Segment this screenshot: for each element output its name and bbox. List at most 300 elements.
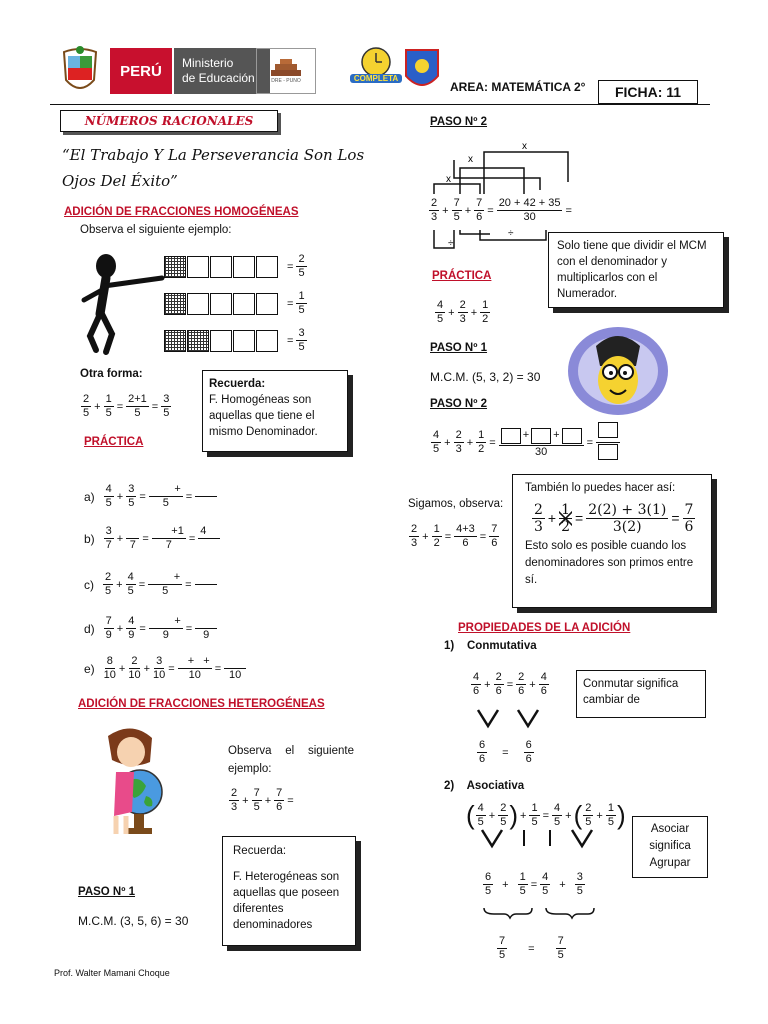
denominator: 6	[491, 537, 498, 549]
operator: +	[553, 429, 560, 441]
operator: +	[522, 429, 530, 441]
denominator: 5	[105, 585, 112, 597]
operator: =	[487, 204, 494, 217]
denominator: 10	[103, 669, 116, 681]
operator: =	[444, 530, 452, 543]
operator: +	[143, 662, 151, 675]
operator: =	[528, 942, 535, 955]
exercise-a	[84, 484, 218, 509]
fraction	[483, 872, 493, 897]
numerator: 4	[105, 483, 112, 495]
x-label-3: x	[522, 141, 527, 152]
blank-box[interactable]	[562, 428, 582, 444]
denominator: 5	[557, 949, 564, 961]
empty-cell	[256, 330, 278, 352]
practica-heading-left: PRÁCTICA	[84, 436, 144, 448]
denominator: 5	[105, 497, 112, 509]
operator: =	[214, 662, 222, 675]
fraction	[229, 788, 239, 813]
operator: +	[116, 622, 124, 635]
numerator: 2	[500, 802, 507, 814]
header	[50, 42, 710, 102]
numerator: 2(2) + 3(1)	[588, 502, 667, 518]
denominator: 3(2)	[612, 519, 642, 535]
fraction	[431, 430, 441, 455]
bar-fraction	[296, 291, 306, 316]
fraction	[153, 656, 165, 681]
numerator: 7	[499, 935, 506, 947]
empty-cell	[256, 256, 278, 278]
operator: =	[188, 532, 196, 545]
numerator: + +	[178, 656, 212, 669]
quote: “El Trabajo Y La Perseverancia Son Los Ojos Del Éxito”	[62, 146, 365, 190]
fraction	[606, 803, 616, 828]
answer-boxes-fraction	[596, 422, 620, 463]
footer: Prof. Walter Mamani Choque	[54, 968, 170, 978]
denominator: 9	[105, 629, 112, 641]
conmutativa-label: 1) Conmutativa	[444, 640, 537, 652]
operator: +	[596, 809, 603, 822]
fraction	[458, 300, 468, 325]
cartoon-face-glasses	[566, 326, 670, 416]
sigamos-text: Sigamos, observa:	[408, 498, 504, 510]
denominator: 5	[485, 885, 492, 897]
denominator: 9	[203, 629, 210, 641]
exercise-e	[84, 656, 247, 681]
denominator: 5	[453, 211, 460, 223]
fraction	[471, 672, 481, 697]
fraction	[516, 672, 526, 697]
fraction	[126, 526, 139, 551]
conmutativa-arrows	[474, 708, 546, 730]
operator: =	[139, 622, 146, 635]
header-divider	[50, 104, 710, 105]
operator: +	[448, 306, 455, 319]
numerator: 7	[253, 787, 260, 799]
shaded-cell	[164, 330, 186, 352]
blank-boxes-fraction	[499, 428, 584, 458]
fraction	[126, 616, 136, 641]
observa-text: Observa el siguiente ejemplo:	[80, 224, 232, 236]
denominator: 6	[495, 685, 502, 697]
fraction	[489, 524, 499, 549]
tambien-expression	[531, 503, 699, 534]
numerator: 7	[491, 523, 498, 535]
denominator: 5	[298, 267, 305, 279]
paso2-heading: PASO Nº 2	[430, 116, 488, 128]
fraction	[586, 503, 668, 534]
operator: =	[542, 809, 550, 822]
fraction	[583, 803, 593, 828]
blank-box[interactable]	[501, 428, 521, 444]
operator: +	[502, 878, 509, 891]
peru-logo: PERÚ	[110, 48, 172, 94]
bar-fraction	[296, 254, 306, 279]
recuerda-homogeneas-box: Recuerda: F. Homogéneas son aquellas que tiene el mismo Denominador.	[202, 370, 348, 452]
denominator: 5	[477, 816, 484, 828]
denominator: 9	[162, 629, 169, 641]
sigamos-expression	[408, 524, 500, 549]
numerator	[195, 572, 217, 585]
fraction	[252, 788, 262, 813]
numerator: 2	[455, 429, 462, 441]
fraction	[540, 872, 550, 897]
parenthesis: (	[466, 800, 475, 830]
operator: +	[520, 809, 527, 822]
operator: =	[287, 260, 294, 273]
numerator	[224, 656, 246, 669]
exercise-b	[84, 526, 221, 551]
denominator	[202, 497, 211, 509]
operator: =	[479, 530, 487, 543]
observa2-text: Observa el siguiente ejemplo:	[228, 745, 354, 775]
empty-cell	[210, 256, 232, 278]
numerator: 4	[554, 802, 561, 814]
answer-fraction	[195, 572, 217, 597]
fraction-bar	[164, 328, 308, 353]
operator: =	[530, 878, 538, 891]
numerator: 1	[607, 802, 614, 814]
denominator: 5	[519, 885, 526, 897]
empty-cell	[256, 293, 278, 315]
denominator: 10	[128, 669, 141, 681]
blank-box[interactable]	[598, 444, 618, 460]
denominator: 5	[531, 816, 538, 828]
denominator: 5	[576, 885, 583, 897]
denominator: 2	[433, 537, 440, 549]
denominator: 5	[162, 585, 169, 597]
empty-cell	[233, 330, 255, 352]
answer-fraction	[195, 484, 217, 509]
fraction	[435, 300, 445, 325]
fraction	[429, 198, 439, 223]
denominator: 30	[523, 211, 536, 223]
peru-shield-logo	[58, 46, 102, 98]
numerator: 7	[684, 502, 694, 518]
denominator: 5	[500, 816, 507, 828]
building-icon	[269, 58, 303, 78]
denominator: 5	[585, 816, 592, 828]
conmutativa-expression	[470, 672, 550, 697]
operator: +	[116, 490, 124, 503]
fraction	[274, 788, 284, 813]
denominator: 3	[534, 519, 543, 535]
numerator: 6	[479, 739, 486, 751]
div-label-1: ÷	[448, 238, 454, 249]
numerator: 3	[156, 655, 163, 667]
fraction	[454, 524, 477, 549]
denominator: 5	[253, 801, 260, 813]
denominator: 6	[684, 519, 694, 535]
numerator: 20 + 42 + 35	[498, 197, 561, 209]
blank-fraction	[148, 572, 182, 597]
empty-cell	[210, 293, 232, 315]
empty-cell	[187, 256, 209, 278]
fraction-bar	[164, 291, 308, 316]
mcm1-text: M.C.M. (3, 5, 6) = 30	[78, 914, 189, 928]
answer-fraction	[195, 616, 217, 641]
operator: +	[264, 794, 272, 807]
exercise-label: d)	[84, 621, 95, 636]
title-box: NÚMEROS RACIONALES	[60, 110, 278, 132]
numerator: 2	[495, 671, 502, 683]
fraction	[454, 430, 464, 455]
denominator: 6	[476, 211, 483, 223]
operator: =	[506, 678, 514, 691]
fraction-bar	[164, 254, 308, 279]
operator: =	[287, 297, 294, 310]
numerator: 2	[585, 802, 592, 814]
heter-example-expression	[228, 788, 296, 813]
operator: =	[287, 794, 294, 807]
operator: +	[488, 809, 496, 822]
numerator: 3	[128, 483, 135, 495]
denominator: 3	[459, 313, 466, 325]
denominator	[205, 539, 214, 551]
fraction	[432, 524, 442, 549]
numerator: +1	[152, 526, 186, 539]
operator: =	[287, 334, 294, 347]
operator: =	[575, 510, 584, 526]
fraction	[498, 803, 508, 828]
area-label: AREA: MATEMÁTICA 2°	[450, 80, 586, 94]
fraction	[494, 672, 504, 697]
fraction	[126, 484, 136, 509]
operator: =	[168, 662, 175, 675]
denominator: 3	[455, 443, 462, 455]
operator: =	[142, 532, 149, 545]
denominator: 7	[165, 539, 172, 551]
fraction	[474, 198, 484, 223]
blank-fraction	[152, 526, 186, 551]
fraction	[575, 872, 585, 897]
operator: =	[185, 490, 193, 503]
numerator: 7	[476, 197, 483, 209]
fraction	[476, 430, 486, 455]
numerator: 4	[477, 802, 484, 814]
operator: +	[242, 794, 249, 807]
asociativa-arrows	[476, 828, 612, 850]
numerator: 6	[525, 739, 532, 751]
denominator: 6	[518, 685, 525, 697]
numerator: 2	[231, 787, 238, 799]
denominator: 5	[128, 497, 135, 509]
denominator: 5	[437, 313, 444, 325]
denominator: 10	[153, 669, 166, 681]
practica-expression	[434, 300, 491, 325]
fraction	[103, 572, 113, 597]
parenthesis: (	[573, 800, 583, 830]
numerator: 1	[482, 299, 489, 311]
numerator: 4	[473, 671, 480, 683]
fraction	[539, 672, 549, 697]
operator: +	[464, 204, 472, 217]
denominator: 2	[561, 519, 571, 535]
empty-cell	[233, 293, 255, 315]
denominator: 5	[127, 585, 134, 597]
denominator: 10	[229, 669, 242, 681]
numerator: 2	[298, 253, 305, 265]
blank-fraction	[178, 656, 212, 681]
denominator: 5	[554, 816, 561, 828]
numerator: 1	[478, 429, 485, 441]
numerator: +	[148, 572, 182, 585]
operator: +	[470, 306, 478, 319]
exercise-label: e)	[84, 661, 95, 676]
paso2-expression	[428, 198, 574, 223]
solo-tiene-box: Solo tiene que dividir el MCM con el denominador y multiplicarlos con el Numerador.	[548, 232, 724, 308]
tambien-box: También lo puedes hacer así: $\frac{2}{3}$ + $\frac{1}{2}$ = $\frac{2(2) + 3(1)}{3(2)}$ = $\frac{7}{6}$ Esto solo es posible cuando los denominadores son primos entre sí.	[512, 474, 712, 608]
denominator: 5	[162, 497, 169, 509]
asociativa-step2	[482, 872, 586, 897]
fraction	[104, 484, 114, 509]
operator: +	[547, 510, 557, 526]
numerator: 4	[540, 671, 547, 683]
numerator: 8	[106, 655, 113, 667]
operator: =	[138, 578, 146, 591]
jornada-completa-logo: COMPLETA	[350, 44, 402, 96]
x-label-1: x	[446, 174, 451, 185]
exercise-d	[84, 616, 218, 641]
denominator: 6	[473, 685, 480, 697]
blank-fraction	[149, 616, 183, 641]
denominator: 5	[607, 816, 614, 828]
numerator: 4	[198, 526, 220, 539]
exercise-label: a)	[84, 489, 95, 504]
numerator: 4	[128, 615, 135, 627]
numerator	[126, 526, 139, 539]
numerator: 1	[298, 290, 305, 302]
operator: +	[444, 436, 451, 449]
operator: +	[442, 204, 449, 217]
shaded-cell	[187, 330, 209, 352]
denominator: 3	[411, 537, 418, 549]
numerator: 6	[485, 871, 492, 883]
operator: =	[671, 510, 680, 526]
numerator: +	[149, 616, 183, 629]
operator: +	[484, 678, 491, 691]
asociativa-expression	[466, 800, 626, 831]
parenthesis: )	[509, 800, 519, 830]
numerator	[195, 616, 217, 629]
denominator: 10	[188, 669, 201, 681]
numerator: 2	[518, 671, 525, 683]
numerator: 2	[534, 502, 543, 518]
operator: +	[422, 530, 429, 543]
numerator: 2	[411, 523, 418, 535]
div-label-2: ÷	[508, 228, 514, 239]
fraction	[497, 198, 563, 223]
denominator: 5	[298, 341, 305, 353]
numerator: 7	[557, 935, 564, 947]
conmutar-box: Conmutar significa cambiar de	[576, 670, 706, 718]
fraction	[556, 936, 566, 961]
numerator: 3	[576, 871, 583, 883]
mcm2-text: M.C.M. (5, 3, 2) = 30	[430, 370, 541, 384]
denominator: 5	[542, 885, 549, 897]
numerator: 2	[131, 655, 138, 667]
empty-cell	[233, 256, 255, 278]
heter-heading: ADICIÓN DE FRACCIONES HETEROGÉNEAS	[78, 698, 325, 710]
asociativa-braces	[482, 906, 602, 920]
blank-box[interactable]	[598, 422, 618, 438]
numerator: 1	[519, 871, 526, 883]
paso1-left: PASO Nº 1	[78, 886, 136, 898]
numerator: 1	[561, 502, 571, 518]
homog-heading: ADICIÓN DE FRACCIONES HOMOGÉNEAS	[64, 206, 299, 218]
operator: +	[116, 578, 123, 591]
numerator: 1	[531, 802, 538, 814]
denominator: 2	[478, 443, 485, 455]
operator: +	[559, 878, 566, 891]
numerator: 4	[433, 429, 440, 441]
fraction	[524, 740, 534, 765]
exercise-label: c)	[84, 577, 94, 592]
fraction	[480, 300, 490, 325]
fraction	[476, 803, 486, 828]
paso2b-heading: PASO Nº 2	[430, 398, 488, 410]
numerator: 1	[433, 523, 440, 535]
denominator: 7	[129, 539, 136, 551]
fraction	[104, 616, 114, 641]
dre-puno-logo: DRE - PUNO	[256, 48, 316, 94]
otra-forma-expression: $\frac{2}{5}$ + $\frac{1}{5}$ = $\frac{2+1}{5}$ = $\frac{3}{5}$	[83, 393, 170, 419]
practica-heading-right: PRÁCTICA	[432, 270, 492, 282]
operator: =	[586, 436, 593, 449]
answer-fraction	[224, 656, 246, 681]
blank-fraction	[149, 484, 183, 509]
operator: =	[565, 204, 572, 217]
denominator: 3	[231, 801, 238, 813]
stick-figure-pointing	[76, 252, 168, 356]
denominator: 7	[105, 539, 112, 551]
operator: =	[185, 622, 193, 635]
denominator: 30	[535, 445, 548, 458]
numerator: 4+3	[456, 523, 475, 535]
operator: +	[116, 532, 124, 545]
denominator: 6	[276, 801, 283, 813]
asociativa-label: 2) Asociativa	[444, 780, 525, 792]
numerator: 4	[542, 871, 549, 883]
operator: +	[466, 436, 474, 449]
numerator: 2	[105, 571, 112, 583]
numerator: 2	[459, 299, 466, 311]
numerator: 7	[105, 615, 112, 627]
denominator: 6	[479, 753, 486, 765]
operator: +	[118, 662, 126, 675]
numerator: 7	[453, 197, 460, 209]
asociativa-result	[496, 936, 567, 961]
denominator: 6	[525, 753, 532, 765]
recuerda-heterogeneas-box: Recuerda: F. Heterogéneas son aquellas que poseen diferentes denominadores	[222, 836, 356, 946]
fraction	[409, 524, 419, 549]
denominator: 9	[128, 629, 135, 641]
shaded-cell	[164, 293, 186, 315]
operator: +	[565, 809, 572, 822]
operator: =	[489, 436, 496, 449]
fraction	[128, 656, 140, 681]
operator: =	[139, 490, 146, 503]
operator: =	[502, 746, 509, 759]
fraction	[452, 198, 462, 223]
fraction-bars	[164, 254, 324, 364]
numerator: 3	[298, 327, 305, 339]
empty-cell	[187, 293, 209, 315]
otra-forma-label: Otra forma:	[80, 368, 143, 380]
exercise-c	[84, 572, 218, 597]
blank-box[interactable]	[531, 428, 551, 444]
denominator	[201, 585, 210, 597]
